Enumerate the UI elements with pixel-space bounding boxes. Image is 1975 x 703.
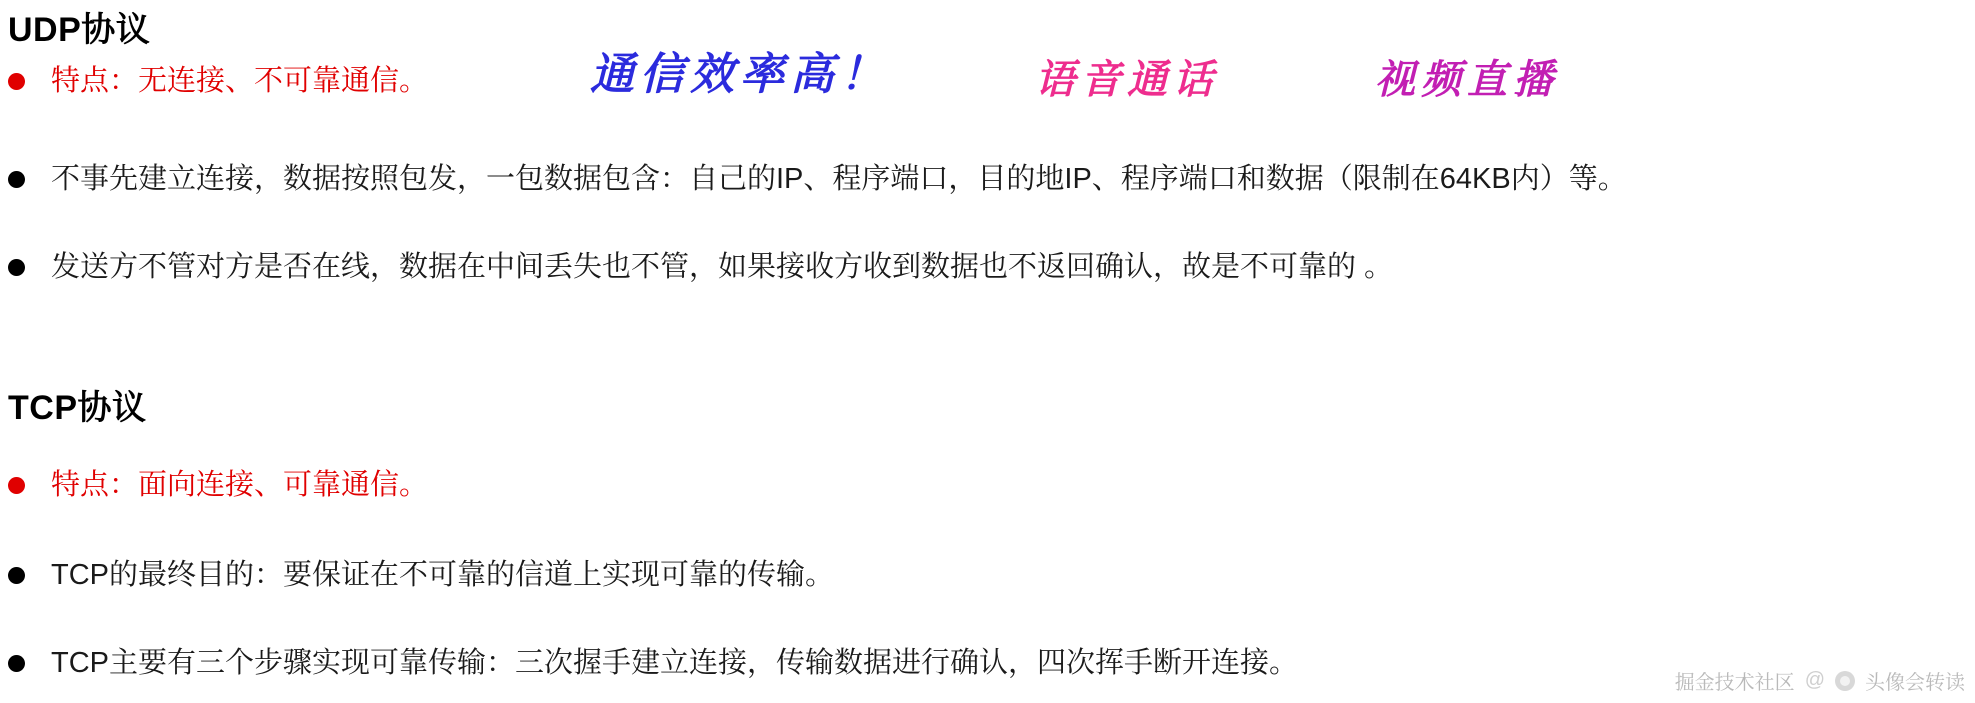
list-item (8, 248, 1393, 287)
bullet-dot-icon (8, 73, 25, 90)
bullet-dot-icon (8, 567, 25, 584)
annotation-video-live: 视频直播 (1375, 56, 1559, 103)
list-item-label: 不事先建立连接，数据按照包发，一包数据包含：自己的IP、程序端口，目的地IP、程序端口和数据（限制在64KB内）等。 (51, 163, 1627, 195)
list-item-label: TCP主要有三个步骤实现可靠传输：三次握手建立连接，传输数据进行确认，四次挥手断开连接。 (51, 647, 1299, 679)
list-item-label: TCP的最终目的：要保证在不可靠的信道上实现可靠的传输。 (51, 559, 835, 591)
watermark-separator: @ (1804, 669, 1825, 691)
section-title-udp: UDP协议 (8, 11, 151, 49)
watermark-author: 头像会转读 (1865, 672, 1965, 694)
annotation-voice-call: 语音通话 (1035, 56, 1219, 103)
list-item (8, 644, 1298, 683)
avatar (1835, 671, 1855, 691)
bullet-dot-icon (8, 477, 25, 494)
bullet-dot-icon (8, 171, 25, 188)
list-item-label: 特点：面向连接、可靠通信。 (51, 469, 429, 501)
section-title-tcp: TCP协议 (8, 389, 147, 427)
list-item (8, 556, 834, 595)
list-item (8, 160, 1627, 199)
list-item (8, 466, 428, 505)
bullet-dot-icon (8, 655, 25, 672)
list-item-label: 特点：无连接、不可靠通信。 (51, 65, 429, 97)
bullet-dot-icon (8, 259, 25, 276)
annotation-communication-efficiency: 通信效率高！ (590, 49, 890, 100)
watermark-site: 掘金技术社区 (1674, 672, 1795, 694)
list-item (8, 62, 428, 101)
watermark (1675, 666, 1965, 695)
list-item-label: 发送方不管对方是否在线，数据在中间丢失也不管，如果接收方收到数据也不返回确认，故是不可靠的 。 (51, 251, 1394, 283)
